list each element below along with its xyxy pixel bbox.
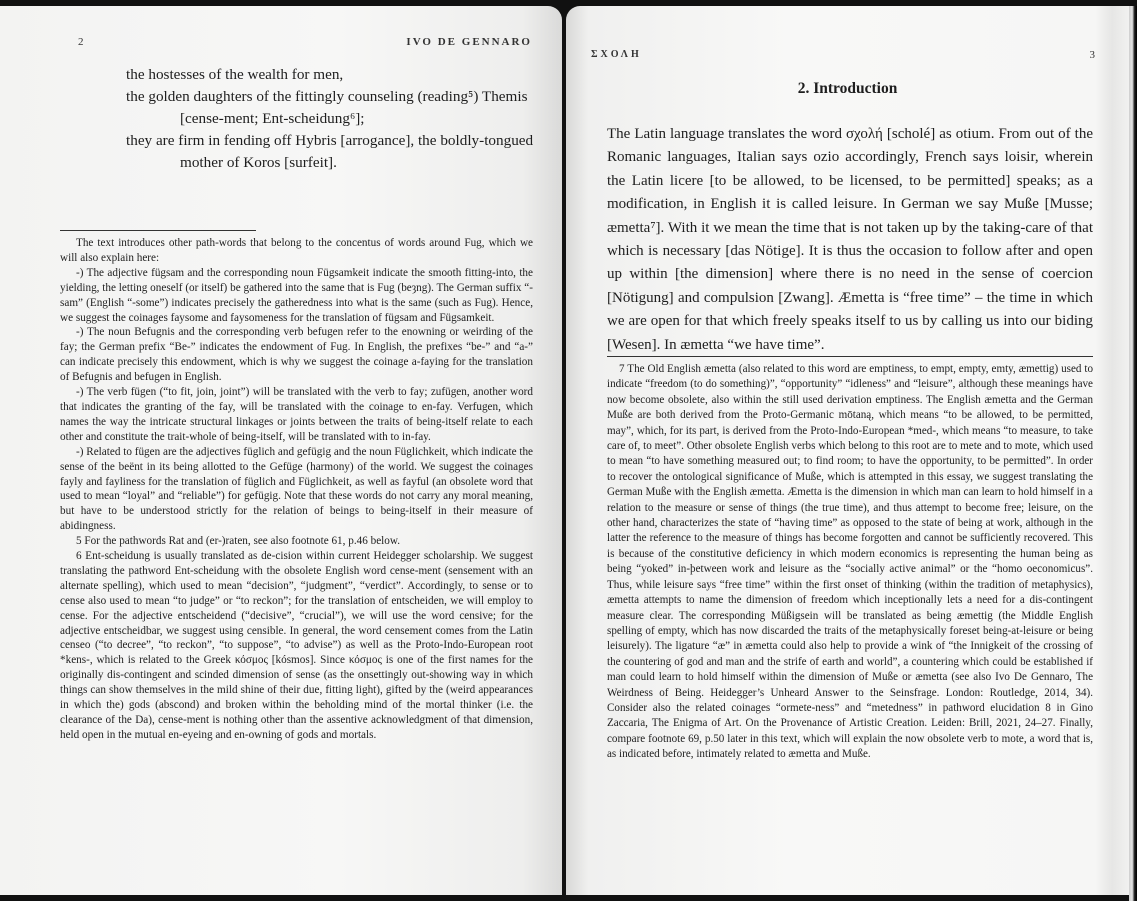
page-edges	[1129, 6, 1137, 901]
footnote-rule	[607, 356, 1093, 357]
footnote-paragraph: -) The verb fügen (“to fit, join, joint”) will be translated with the verb to fay; zufügen, another word that indicates the granting of the fay, will be translated with the coinage to en-fay. Verfugen, which names the way the intricate structural linkages or joints between the traits of being-itself relate to each other and constitute the trait-whole of being-itself, will be translated with to in-fay.	[60, 386, 533, 443]
footnote-paragraph: -) The adjective fügsam and the corresponding noun Fügsamkeit indicate the smooth fitting-into, the yielding, the letting oneself (or itself) be gathered into the same that is Fug (beȝng). The German suffix “-sam” (English “-some”) indicates precisely the gatheredness into what is the same (such as Fug). Hence, we suggest the coinages faysome and faysomeness for the translation of fügsam and Fügsamkeit.	[60, 266, 533, 324]
page-number: 2	[78, 36, 84, 48]
footnote-paragraph: -) The noun Befugnis and the corresponding verb befugen refer to the enowning or weirding of the fay; the German prefix “Be-” indicates the endowment of Fug. In English, the prefixes “be-” and “a-” can indicate precisely this endowment, which is why we suggest the coinage a-faying for the translation of Befugnis and befugen in English.	[60, 326, 533, 384]
page-number: 3	[1089, 49, 1095, 61]
running-head-title: ΣΧΟΛΗ	[591, 49, 642, 60]
footnote-paragraph: -) Related to fügen are the adjectives füglich and gefügig and the noun Füglichkeit, which indicate the sense of the beënt in its being allotted to the Gefüge (harmony) of the world. We suggest the coinages fayly and fayliness for the translation of füglich and Füglichkeit, as well as fayful (an obsolete word that used to mean “loyal” and “reliable”) for gefügig. Note that these words do not carry any moral meaning, but have to be understood strictly for the relation of beings to being-itself in their measure of abidingness.	[60, 445, 533, 533]
verse-line: [cense-ment; Ent-scheidung⁶];	[180, 110, 365, 127]
verse-line: mother of Koros [surfeit].	[180, 154, 337, 171]
body-paragraph: The Latin language translates the word σχολή [scholé] as otium. From out of the Romanic languages, Italian says ozio accordingly, French says loisir, wherein the Latin licere [to be allowed, to be licensed, to be permitted] speaks; as a modification, in English it is called leisure. In German we say Muße [Musse; æmetta⁷]. With it we mean the time that is not taken up by the taking-care of that which is necessary [das Nötige]. It is thus the occasion to follow after and open up within [the dimension] where there is no need in the sense of coercion [Nötigung] and compulsion [Zwang]. Æmetta is “free time” – the time in which we are open for that which freely speaks itself to us by calling us into our biding [Wesen]. In æmetta “we have time”.	[607, 126, 1093, 353]
left-page	[0, 6, 562, 895]
footnote-rule	[60, 230, 256, 231]
verse-line: they are firm in fending off Hybris [arrogance], the boldly-tongued	[126, 132, 534, 149]
footnote-6: 6 Ent-scheidung is usually translated as de-cision within current Heidegger scholarship. We suggest translating the pathword Ent-scheidung with the obsolete English word cense-ment (sensement with an alternate spelling), which used to mean “decision”, “judgment”, “verdict”. Accordingly, to sense or to cense also used to mean “to judge” or “to reckon”; for the translation of entscheiden, we will employ to cense. For the adjective entscheidend (“decisive”, “crucial”), we will use the word censive; for the adjective entscheidbar, we suggest using censible. In general, the word censement comes from the Latin censeo (“to decree”, “to reckon”, “to suppose”, “to advise”) as well as the Proto-Indo-European root *kens-, which is related to the Greek κόσμος [kósmos]. Since κόσμος is one of the first names for the originally dis-contingent and scinded dimension of sense (as the onsettingly out-showing way in which things can show themselves in the mild shine of their due, fitting light), gifted by the (weird appearances in which the) gods (abscond) and broken within the beholding mind of the mortal thinker (i.e. the clearance of the Da), cense-ment is nothing other than the assentive acknowledgment of that dimension, held open in the mutual en-eyeing and en-owning of gods and mortals.	[60, 550, 533, 741]
verse-line: the golden daughters of the fittingly counseling (reading⁵) Themis	[126, 88, 528, 105]
body-text	[607, 123, 1093, 357]
footnotes	[607, 362, 1093, 763]
running-head-author: IVO DE GENNARO	[406, 36, 532, 48]
footnote-5: 5 For the pathwords Rat and (er-)raten, see also footnote 61, p.46 below.	[76, 535, 401, 548]
right-page	[566, 6, 1129, 895]
footnote-7: 7 The Old English æmetta (also related to this word are emptiness, to empt, empty, emty, æmettig) used to indicate “freedom (to do something)”, “opportunity” “idleness” and “leisure”, although these meanings have now become obsolete, also within the still used derivation emptiness. The English æmetta and the German Muße are both derived from the Proto-Germanic mōtaną, which means “to be allowed, to be permitted, may”, which, for its part, is derived from the Proto-Indo-European *med-, which means “to measure, to take care of, to meet”. Other obsolete English verbs which belong to this root are to mete and to mote, which used to mean “to have something measured out; to find room; to have the opportunity, to be permitted”. In order to recover the ontological significance of Muße, which is attempted in this essay, we suggest translating the German Muße with the English æmetta. Æmetta is the dimension in which man can learn to hold himself in a relation to the measure or sense of things (the true time), and thus attempt to become free; leisure, on the other hand, characterizes the state of “having time” as opposed to the state of being at work, although in the latter the reference to the measure of things has become forgotten and cannot be sufficiently recovered. This is because of the constitutive deficiency in which modern economics is representing the human being as being “yoked” in-þetween work and leisure as the “socially active animal” or the “homo oeconomicus”. Thus, while leisure says “free time” within the first onset of thinking (within the tradition of metaphysics), æmetta attempts to name the dimension of freedom which inceptionally lets a need for a dis-contingent measure clear. The corresponding Müßigsein will be translated as being æmettig (the Middle English spelling of empty, which has now discarded the traits of the metaphysically foreset being-at-leisure or being leisurely). The ligature “æ” in æmetta could also help to provide a wink of “the Innigkeit of the crossing of the countering of god and man and the strife of earth and world”, a countering which could be established if man could learn to hold himself within the dimension of Muße or æmetta (see also Ivo De Gennaro, The Weirdness of Being. Heidegger’s Unheard Answer to the Seinsfrage. London: Routledge, 2014, 34). Consider also the related coinages “ormete-ness” and “metedness” in pathword elucidation 8 in Gino Zaccaria, The Enigma of Art. On the Provenance of Artistic Creation. Leiden: Brill, 2021, 24–27. Finally, compare footnote 69, p.50 later in this text, which will explain the now obsolete verb to mote, a word that is, as indicated before, intimately related to æmetta and Muße.	[607, 363, 1093, 761]
chapter-title: 2. Introduction	[797, 80, 898, 97]
footnotes	[60, 236, 533, 743]
verse-block	[126, 64, 546, 174]
verse-line: the hostesses of the wealth for men,	[126, 66, 344, 83]
footnote-paragraph: The text introduces other path-words that belong to the concentus of words around Fug, which we will also explain here:	[60, 237, 533, 264]
